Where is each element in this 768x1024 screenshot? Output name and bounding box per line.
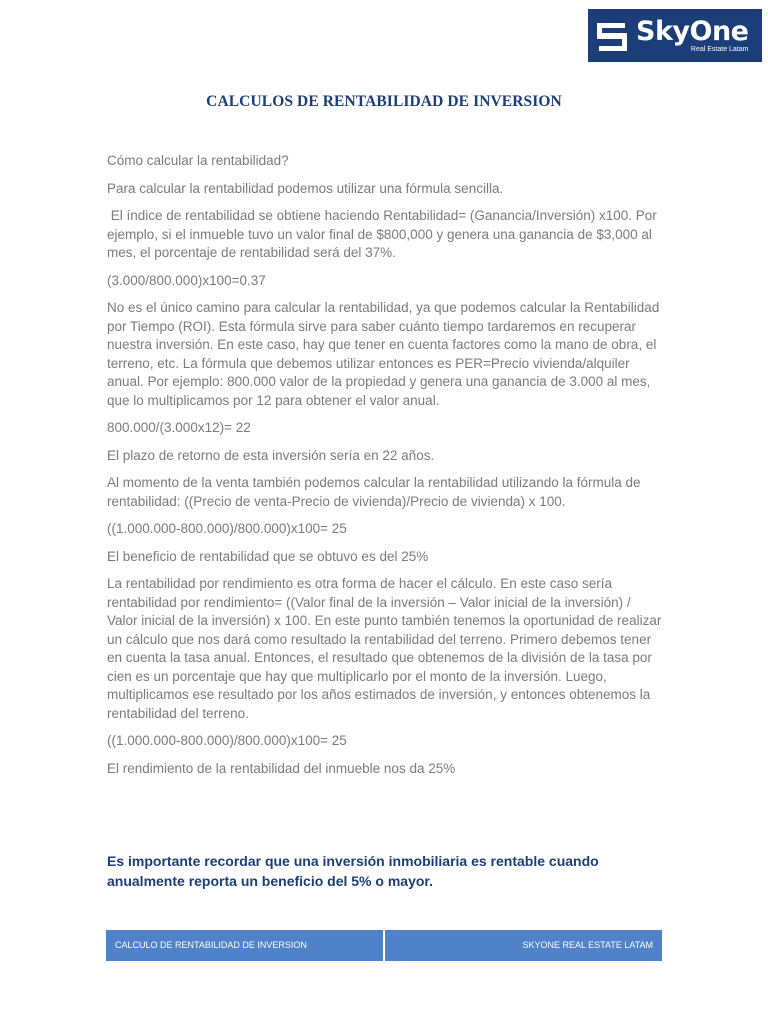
paragraph: La rentabilidad por rendimiento es otra forma de hacer el cálculo. En este caso sería rentabilidad por rendimiento= ((Valor final de la inversión – Valor inicial de la inversión) / Valor inicial de la inversión) x 100. En este punto también tenemos la oportunidad de realizar un cálculo que nos dará como resultado la rentabilidad del terreno. Primero debemos tener en cuenta la tasa anual. Entonces, el resultado que obtenemos de la división de la tasa por cien es un porcentaje que hay que multiplicarlo por el monto de la inversión. Luego, multiplicamos ese resultado por los años estimados de inversión, y entonces obtenemos la rentabilidad del terreno. (107, 576, 662, 721)
document-body (107, 152, 663, 787)
logo-subtitle: Real Estate Latam (690, 45, 749, 53)
skyone-logo (588, 9, 762, 62)
logo-wordmark (636, 15, 749, 54)
highlight-note: Es importante recordar que una inversión inmobiliaria es rentable cuando anualmente reporta un beneficio del 5% o mayor. (107, 853, 599, 889)
paragraph: El índice de rentabilidad se obtiene haciendo Rentabilidad= (Ganancia/Inversión) x100. Por ejemplo, si el inmueble tuvo un valor final de $800,000 y genera una ganancia de $3,000 al mes, el porcentaje de rentabilidad será del 37%. (107, 208, 661, 260)
paragraph: Al momento de la venta también podemos calcular la rentabilidad utilizando la fórmula de rentabilidad: ((Precio de venta-Precio de vivienda)/Precio de vivienda) x 100. (107, 475, 641, 509)
paragraph: Para calcular la rentabilidad podemos utilizar una fórmula sencilla. (107, 180, 504, 196)
logo-name: SkyOne (636, 15, 749, 47)
paragraph: El rendimiento de la rentabilidad del inmueble nos da 25% (107, 760, 456, 776)
paragraph: (3.000/800.000)x100=0.37 (107, 272, 266, 288)
footer-left-label: CALCULO DE RENTABILIDAD DE INVERSION (106, 930, 383, 961)
paragraph: ((1.000.000-800.000)/800.000)x100= 25 (107, 733, 347, 748)
paragraph: ((1.000.000-800.000)/800.000)x100= 25 (107, 521, 347, 536)
paragraph: El plazo de retorno de esta inversión sería en 22 años. (107, 447, 435, 463)
paragraph: El beneficio de rentabilidad que se obtuvo es del 25% (107, 548, 429, 564)
skyone-s-icon (594, 18, 630, 54)
document-title: CALCULOS DE RENTABILIDAD DE INVERSION (206, 93, 562, 110)
paragraph: No es el único camino para calcular la rentabilidad, ya que podemos calcular la Rentabilidad por Tiempo (ROI). Esta fórmula sirve para saber cuánto tiempo tardaremos en recuperar nuestra inversión. En este caso, hay que tener en cuenta factores como la mano de obra, el terreno, etc. La fórmula que debemos utilizar entonces es PER=Precio vivienda/alquiler anual. Por ejemplo: 800.000 valor de la propiedad y genera una ganancia de 3.000 al mes, que lo multiplicamos por 12 para obtener el valor anual. (107, 300, 660, 408)
paragraph: Cómo calcular la rentabilidad? (107, 153, 289, 168)
paragraph: 800.000/(3.000x12)= 22 (107, 420, 251, 435)
page-footer (106, 930, 662, 961)
footer-right-label: SKYONE REAL ESTATE LATAM (385, 930, 662, 961)
